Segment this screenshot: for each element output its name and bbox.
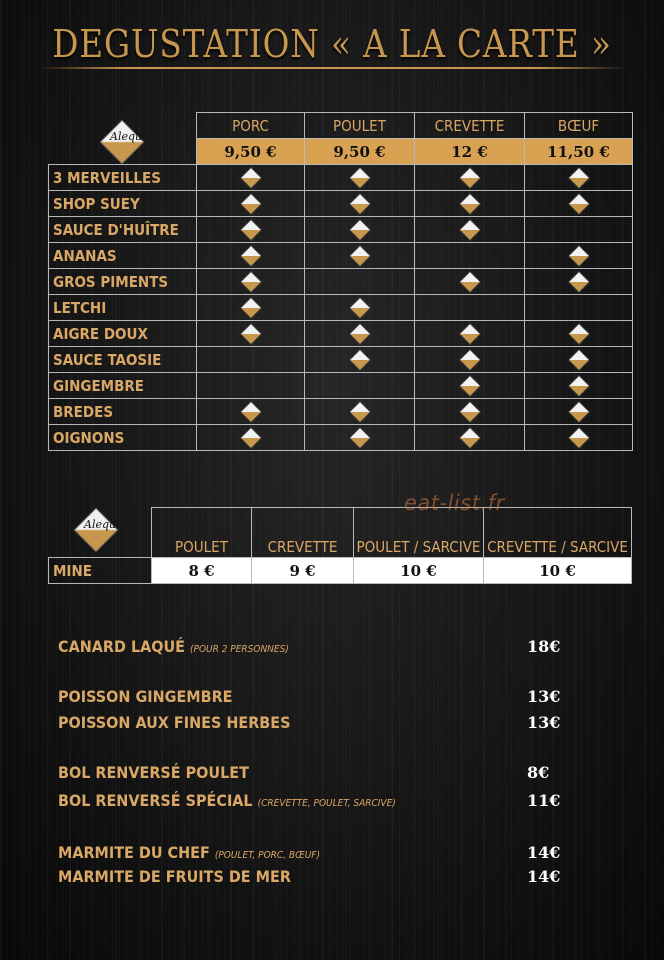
header-spacer <box>49 113 197 139</box>
availability-cell <box>305 425 415 451</box>
column-header: POULET / SARCIVE <box>354 508 484 558</box>
availability-cell <box>415 373 525 399</box>
dish-price: 14€ <box>527 867 561 886</box>
available-logo-icon <box>350 220 370 240</box>
tasting-price-row <box>49 139 633 165</box>
dish-item <box>58 842 320 864</box>
tasting-row <box>49 373 633 399</box>
availability-cell <box>197 243 305 269</box>
watermark: eat-list.fr <box>404 491 505 515</box>
availability-cell <box>305 295 415 321</box>
dish-price: 8€ <box>527 763 550 782</box>
dish-note: (POULET, PORC, BŒUF) <box>214 850 320 861</box>
availability-cell <box>415 165 525 191</box>
dish-name: POISSON AUX FINES HERBES <box>58 713 291 732</box>
tasting-row <box>49 295 633 321</box>
available-logo-icon <box>569 246 589 266</box>
column-header: PORC <box>197 113 305 139</box>
tasting-row <box>49 191 633 217</box>
available-logo-icon <box>569 324 589 344</box>
dish-note: (POUR 2 PERSONNES) <box>190 644 289 655</box>
logo-text: Alequi <box>110 130 146 143</box>
dish-price: 13€ <box>527 713 561 732</box>
available-logo-icon <box>350 350 370 370</box>
dish-label: ANANAS <box>49 243 197 269</box>
available-logo-icon <box>241 428 261 448</box>
availability-cell <box>415 191 525 217</box>
logo-text: Alequi <box>84 518 120 531</box>
mine-price: 8 € <box>152 558 252 584</box>
availability-cell <box>415 217 525 243</box>
availability-cell <box>305 165 415 191</box>
availability-cell <box>525 191 633 217</box>
availability-cell <box>525 399 633 425</box>
dish-item <box>58 712 290 734</box>
availability-cell <box>305 243 415 269</box>
mine-row-label: MINE <box>49 558 152 584</box>
available-logo-icon <box>569 272 589 292</box>
availability-cell <box>415 269 525 295</box>
dish-note: (CREVETTE, POULET, SARCIVE) <box>257 798 396 809</box>
availability-cell <box>305 217 415 243</box>
tasting-row <box>49 165 633 191</box>
dish-price: 11€ <box>527 791 561 810</box>
dish-price: 18€ <box>527 637 561 656</box>
tasting-table <box>48 112 633 451</box>
price-spacer <box>49 139 197 165</box>
available-logo-icon <box>460 350 480 370</box>
available-logo-icon <box>350 428 370 448</box>
mine-table <box>48 507 632 584</box>
availability-cell <box>415 321 525 347</box>
availability-cell <box>415 243 525 269</box>
available-logo-icon <box>350 298 370 318</box>
availability-cell <box>525 243 633 269</box>
availability-cell <box>197 217 305 243</box>
available-logo-icon <box>460 194 480 214</box>
dish-price: 14€ <box>527 843 561 862</box>
title-underline <box>38 67 626 69</box>
dish-label: AIGRE DOUX <box>49 321 197 347</box>
dish-label: LETCHI <box>49 295 197 321</box>
page-title: DEGUSTATION « A LA CARTE » <box>52 22 612 66</box>
available-logo-icon <box>569 402 589 422</box>
mine-price: 9 € <box>252 558 354 584</box>
available-logo-icon <box>241 246 261 266</box>
available-logo-icon <box>569 350 589 370</box>
available-logo-icon <box>241 168 261 188</box>
availability-cell <box>197 191 305 217</box>
available-logo-icon <box>241 220 261 240</box>
availability-cell <box>525 373 633 399</box>
dish-label: SHOP SUEY <box>49 191 197 217</box>
availability-cell <box>525 321 633 347</box>
availability-cell <box>415 347 525 373</box>
dish-item <box>58 866 291 888</box>
availability-cell <box>525 295 633 321</box>
mine-price: 10 € <box>354 558 484 584</box>
tasting-row <box>49 347 633 373</box>
available-logo-icon <box>350 168 370 188</box>
available-logo-icon <box>460 324 480 344</box>
tasting-row <box>49 399 633 425</box>
available-logo-icon <box>460 402 480 422</box>
available-logo-icon <box>569 376 589 396</box>
dish-label: GROS PIMENTS <box>49 269 197 295</box>
column-header: CREVETTE / SARCIVE <box>484 508 632 558</box>
dish-price: 13€ <box>527 687 561 706</box>
mine-price-row <box>49 558 632 584</box>
available-logo-icon <box>460 428 480 448</box>
availability-cell <box>305 191 415 217</box>
dish-name: POISSON GINGEMBRE <box>58 687 233 706</box>
tasting-row <box>49 425 633 451</box>
available-logo-icon <box>241 402 261 422</box>
available-logo-icon <box>569 194 589 214</box>
availability-cell <box>197 269 305 295</box>
available-logo-icon <box>569 168 589 188</box>
column-header: CREVETTE <box>415 113 525 139</box>
available-logo-icon <box>350 324 370 344</box>
column-header: CREVETTE <box>252 508 354 558</box>
dish-item <box>58 636 289 658</box>
dish-label: GINGEMBRE <box>49 373 197 399</box>
available-logo-icon <box>460 168 480 188</box>
column-header: POULET <box>305 113 415 139</box>
availability-cell <box>525 347 633 373</box>
dish-item <box>58 762 249 784</box>
availability-cell <box>415 399 525 425</box>
availability-cell <box>305 373 415 399</box>
available-logo-icon <box>460 376 480 396</box>
available-logo-icon <box>460 220 480 240</box>
dish-label: BREDES <box>49 399 197 425</box>
availability-cell <box>197 295 305 321</box>
dish-name: MARMITE DU CHEF <box>58 843 210 862</box>
mine-header-row <box>49 508 632 558</box>
mine-header-spacer <box>49 508 152 558</box>
dish-item <box>58 686 233 708</box>
tasting-header-row <box>49 113 633 139</box>
availability-cell <box>197 165 305 191</box>
dish-label: SAUCE D'HUÎTRE <box>49 217 197 243</box>
tasting-row <box>49 269 633 295</box>
availability-cell <box>197 425 305 451</box>
available-logo-icon <box>350 194 370 214</box>
available-logo-icon <box>460 272 480 292</box>
availability-cell <box>305 347 415 373</box>
column-price: 9,50 € <box>197 139 305 165</box>
dish-name: MARMITE DE FRUITS DE MER <box>58 867 291 886</box>
available-logo-icon <box>350 246 370 266</box>
available-logo-icon <box>569 428 589 448</box>
available-logo-icon <box>350 402 370 422</box>
dish-name: BOL RENVERSÉ SPÉCIAL <box>58 791 253 810</box>
column-price: 11,50 € <box>525 139 633 165</box>
available-logo-icon <box>241 298 261 318</box>
availability-cell <box>415 295 525 321</box>
column-header: POULET <box>152 508 252 558</box>
availability-cell <box>525 269 633 295</box>
availability-cell <box>305 269 415 295</box>
available-logo-icon <box>241 194 261 214</box>
dish-item <box>58 790 396 812</box>
mine-price: 10 € <box>484 558 632 584</box>
dish-label: SAUCE TAOSIE <box>49 347 197 373</box>
availability-cell <box>197 399 305 425</box>
dish-name: BOL RENVERSÉ POULET <box>58 763 249 782</box>
availability-cell <box>415 425 525 451</box>
availability-cell <box>197 321 305 347</box>
dish-name: CANARD LAQUÉ <box>58 637 186 656</box>
column-header: BŒUF <box>525 113 633 139</box>
tasting-row <box>49 321 633 347</box>
availability-cell <box>525 425 633 451</box>
availability-cell <box>525 165 633 191</box>
dish-label: 3 MERVEILLES <box>49 165 197 191</box>
availability-cell <box>305 321 415 347</box>
availability-cell <box>525 217 633 243</box>
availability-cell <box>197 347 305 373</box>
availability-cell <box>305 399 415 425</box>
available-logo-icon <box>241 272 261 292</box>
column-price: 12 € <box>415 139 525 165</box>
tasting-row <box>49 243 633 269</box>
dish-label: OIGNONS <box>49 425 197 451</box>
tasting-row <box>49 217 633 243</box>
available-logo-icon <box>241 324 261 344</box>
availability-cell <box>197 373 305 399</box>
column-price: 9,50 € <box>305 139 415 165</box>
